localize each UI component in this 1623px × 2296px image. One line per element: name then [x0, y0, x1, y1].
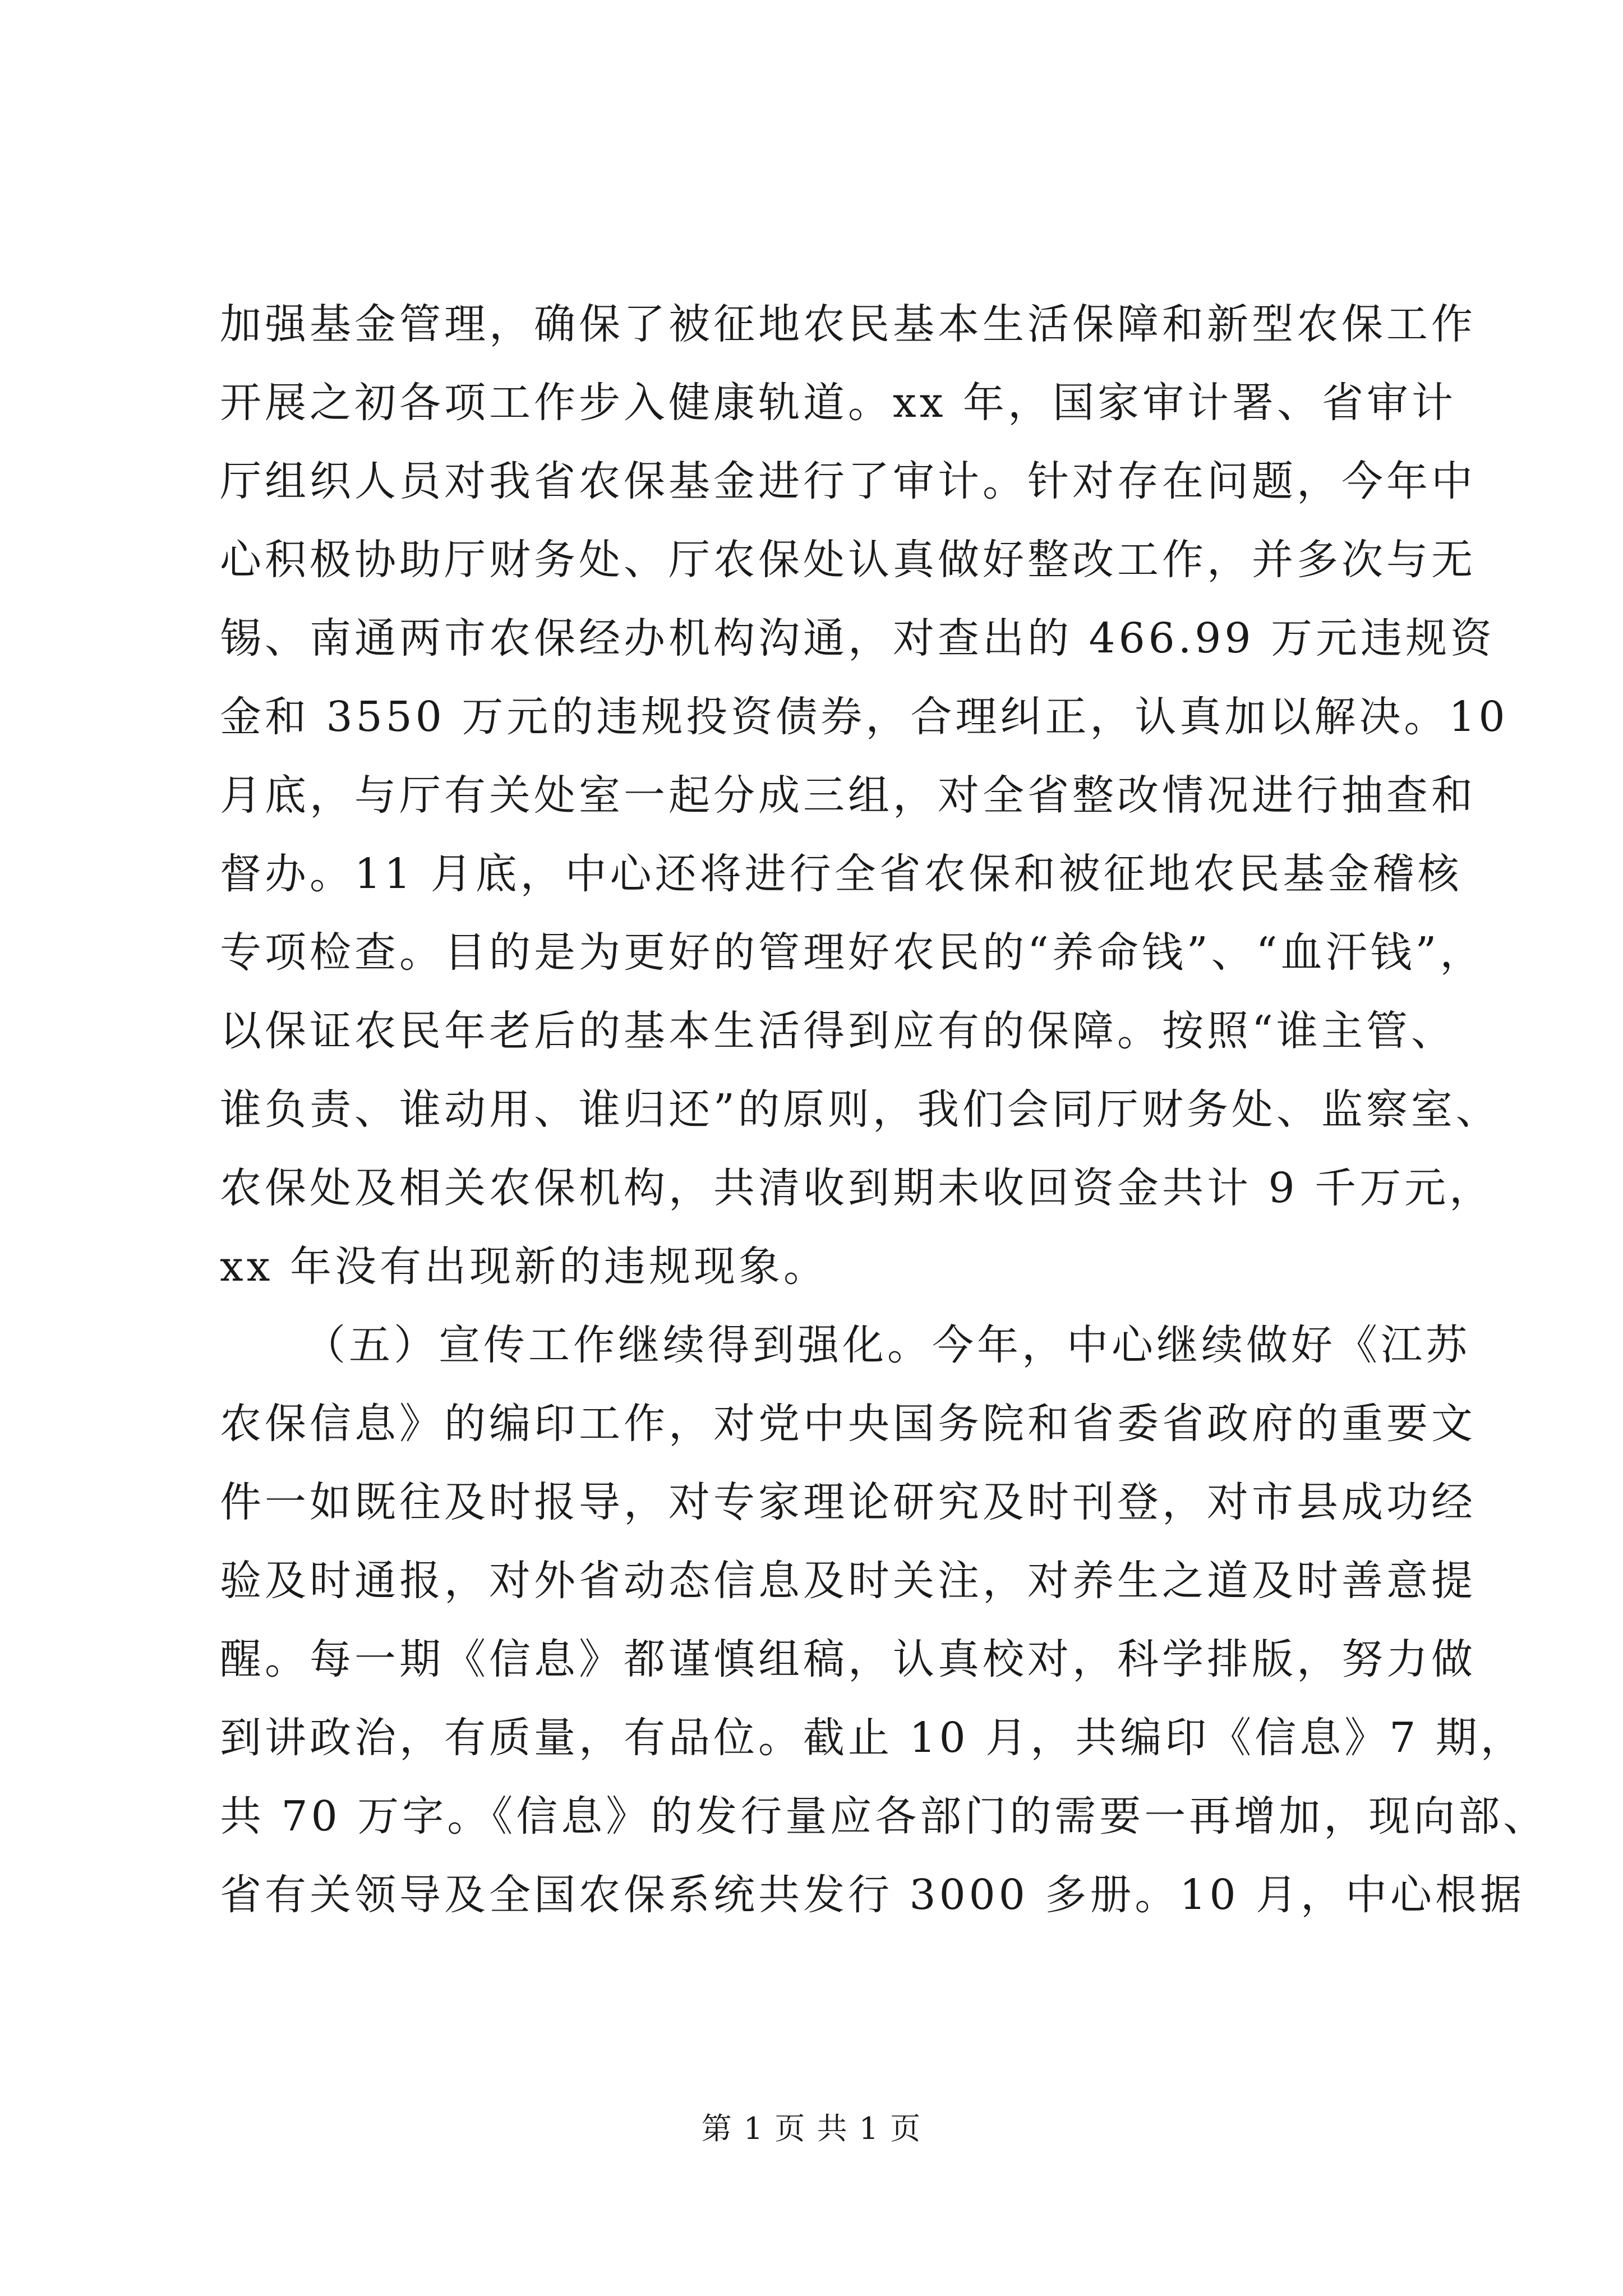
text-line-10: 以保证农民年老后的基本生活得到应有的保障。按照“谁主管、	[220, 1007, 1456, 1055]
text-line-2: 开展之初各项工作步入健康轨道。xx 年，国家审计署、省审计	[220, 379, 1456, 427]
text-line-16: 件一如既往及时报导，对专家理论研究及时刊登，对市县成功经	[220, 1478, 1476, 1526]
text-line-15: 农保信息》的编印工作，对党中央国务院和省委省政府的重要文	[220, 1400, 1476, 1448]
text-line-8: 督办。11 月底，中心还将进行全省农保和被征地农民基金稽核	[220, 850, 1463, 898]
text-line-1: 加强基金管理，确保了被征地农民基本生活保障和新型农保工作	[220, 300, 1476, 348]
text-line-11: 谁负责、谁动用、谁归还”的原则，我们会同厅财务处、监察室、	[220, 1085, 1501, 1134]
text-line-12: 农保处及相关农保机构，共清收到期未收回资金共计 9 千万元，	[220, 1164, 1495, 1212]
text-line-21: 省有关领导及全国农保系统共发行 3000 多册。10 月，中心根据	[220, 1871, 1525, 1919]
text-line-3: 厅组织人员对我省农保基金进行了审计。针对存在问题，今年中	[220, 457, 1476, 505]
text-line-4: 心积极协助厅财务处、厅农保处认真做好整改工作，并多次与无	[220, 536, 1476, 584]
text-line-20: 共 70 万字。《信息》的发行量应各部门的需要一再增加，现向部、	[220, 1792, 1548, 1841]
text-line-17: 验及时通报，对外省动态信息及时关注，对养生之道及时善意提	[220, 1557, 1476, 1605]
text-line-19: 到讲政治，有质量，有品位。截止 10 月，共编印《信息》7 期，	[220, 1714, 1525, 1762]
page-footer: 第 1 页 共 1 页	[701, 2111, 922, 2146]
text-line-13: xx 年没有出现新的违规现象。	[220, 1243, 828, 1291]
text-line-14: （五）宣传工作继续得到强化。今年，中心继续做好《江苏	[304, 1321, 1470, 1369]
text-line-9: 专项检查。目的是为更好的管理好农民的“养命钱”、“血汗钱”，	[220, 928, 1485, 977]
text-line-6: 金和 3550 万元的违规投资债券，合理纠正，认真加以解决。10	[220, 693, 1509, 741]
text-line-7: 月底，与厅有关处室一起分成三组，对全省整改情况进行抽查和	[220, 771, 1476, 820]
text-line-18: 醒。每一期《信息》都谨慎组稿，认真校对，科学排版，努力做	[220, 1635, 1476, 1683]
text-line-5: 锡、南通两市农保经办机构沟通，对查出的 466.99 万元违规资	[220, 614, 1495, 662]
